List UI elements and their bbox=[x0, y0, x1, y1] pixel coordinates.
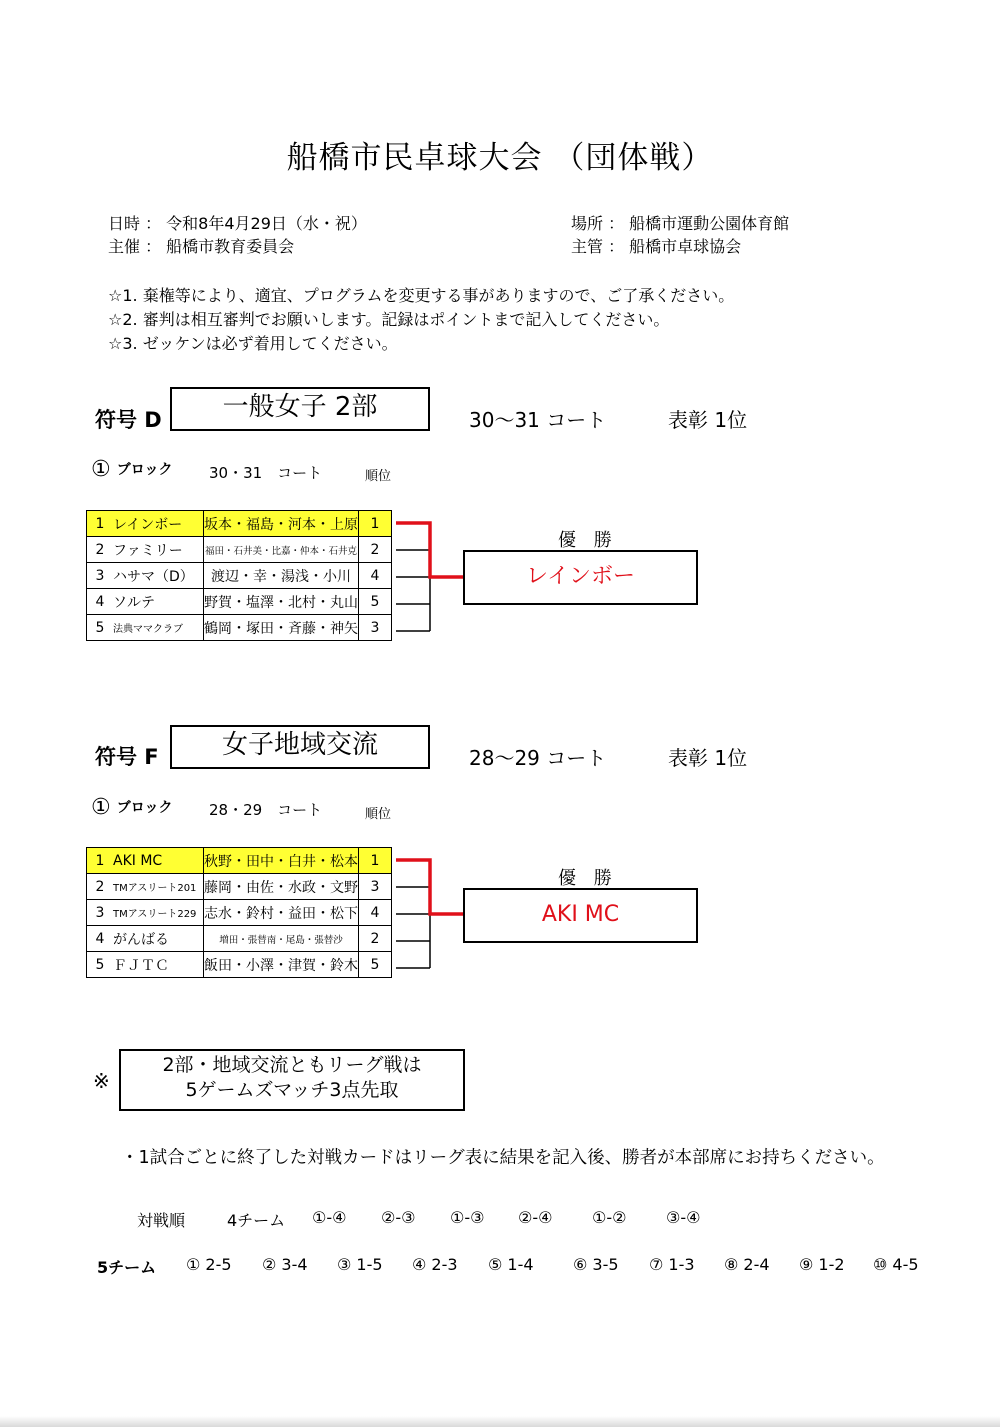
team-rank: 1 bbox=[359, 848, 392, 874]
team-name: AKI MC bbox=[113, 848, 204, 874]
team-name: ソルテ bbox=[113, 589, 204, 615]
team-members: 藤岡・由佐・水政・文野 bbox=[204, 874, 359, 900]
team-name: ＦＪＴＣ bbox=[113, 952, 204, 978]
match-pair: ⑨ 1-2 bbox=[799, 1255, 845, 1274]
event-organizer: 主管 ： 船橋市卓球協会 bbox=[571, 237, 742, 256]
court-label: 30～31 コート bbox=[469, 408, 607, 432]
block-word: ブロック bbox=[116, 462, 173, 478]
team-name: レインボー bbox=[113, 511, 204, 537]
match-pair: ② 3-4 bbox=[262, 1255, 308, 1274]
rank-header: 順位 bbox=[365, 469, 392, 484]
team-number: 5 bbox=[87, 615, 114, 641]
category-box: 女子地域交流 bbox=[170, 725, 430, 769]
event-code: 符号 F bbox=[95, 745, 159, 769]
note-mark: ※ bbox=[93, 1069, 110, 1093]
page-bottom-edge bbox=[0, 1416, 1000, 1427]
team-number: 3 bbox=[87, 900, 114, 926]
team-members: 野賀・塩澤・北村・丸山 bbox=[204, 589, 359, 615]
team-name: ハサマ（D） bbox=[113, 563, 204, 589]
team-rank: 4 bbox=[359, 563, 392, 589]
event-venue: 場所 ： 船橋市運動公園体育館 bbox=[571, 214, 790, 233]
category-box: 一般女子 2部 bbox=[170, 387, 430, 431]
team-members: 志水・鈴村・益田・松下 bbox=[204, 900, 359, 926]
match-pair: ③-④ bbox=[666, 1208, 701, 1227]
block-court: 30・31 コート bbox=[209, 464, 323, 482]
team-number: 4 bbox=[87, 926, 114, 952]
event-host: 主催 ： 船橋市教育委員会 bbox=[108, 237, 295, 256]
team-members: 渡辺・幸・湯浅・小川 bbox=[204, 563, 359, 589]
rule-box bbox=[119, 1049, 465, 1111]
rule-line-1: 2部・地域交流ともリーグ戦は bbox=[162, 1054, 422, 1076]
team-members: 坂本・福島・河本・上原 bbox=[204, 511, 359, 537]
team-name: TMアスリート229 bbox=[113, 900, 204, 926]
match-pair: ⑧ 2-4 bbox=[724, 1255, 770, 1274]
team-number: 1 bbox=[87, 848, 114, 874]
five-teams-label: 5チーム bbox=[97, 1258, 157, 1277]
match-pair: ① 2-5 bbox=[186, 1255, 232, 1274]
team-number: 2 bbox=[87, 537, 114, 563]
team-members: 福田・石井美・比嘉・仲本・石井克 bbox=[204, 537, 359, 563]
event-date: 日時 ： 令和8年4月29日（水・祝） bbox=[108, 214, 367, 233]
rule-line-2: 5ゲームズマッチ3点先取 bbox=[185, 1079, 399, 1101]
bracket-d bbox=[396, 523, 463, 631]
team-name: ファミリー bbox=[113, 537, 204, 563]
event-code: 符号 D bbox=[95, 408, 162, 432]
team-rank: 3 bbox=[359, 615, 392, 641]
team-members: 鶴岡・塚田・斉藤・神矢 bbox=[204, 615, 359, 641]
match-pair: ④ 2-3 bbox=[412, 1255, 458, 1274]
four-teams-label: 4チーム bbox=[227, 1211, 286, 1230]
match-pair: ⑤ 1-4 bbox=[488, 1255, 534, 1274]
block-word: ブロック bbox=[116, 800, 173, 816]
team-rank: 5 bbox=[359, 589, 392, 615]
team-name: 法典ママクラブ bbox=[113, 615, 204, 641]
team-number: 3 bbox=[87, 563, 114, 589]
instruction-text: ・1試合ごとに終了した対戦カードはリーグ表に結果を記入後、勝者が本部席にお持ちください。 bbox=[121, 1148, 885, 1168]
block-number: ① bbox=[91, 457, 111, 482]
team-rank: 5 bbox=[359, 952, 392, 978]
team-name: がんばる bbox=[113, 926, 204, 952]
note-1: ☆1. 棄権等により、適宜、プログラムを変更する事がありますので、ご了承ください。 bbox=[108, 286, 735, 305]
match-pair: ①-② bbox=[592, 1208, 627, 1227]
team-rank: 2 bbox=[359, 926, 392, 952]
match-pair: ⑦ 1-3 bbox=[649, 1255, 695, 1274]
team-rank: 1 bbox=[359, 511, 392, 537]
bracket-f bbox=[396, 860, 463, 968]
block-number: ① bbox=[91, 795, 111, 820]
team-number: 5 bbox=[87, 952, 114, 978]
champion-header: 優 勝 bbox=[558, 868, 618, 889]
team-rank: 4 bbox=[359, 900, 392, 926]
note-3: ☆3. ゼッケンは必ず着用してください。 bbox=[108, 334, 398, 353]
note-2: ☆2. 審判は相互審判でお願いします。記録はポイントまで記入してください。 bbox=[108, 310, 670, 329]
page-title: 船橋市民卓球大会 （団体戦） bbox=[286, 140, 714, 176]
team-name: TMアスリート201 bbox=[113, 874, 204, 900]
match-pair: ①-④ bbox=[312, 1208, 347, 1227]
team-number: 4 bbox=[87, 589, 114, 615]
match-pair: ⑩ 4-5 bbox=[873, 1255, 919, 1274]
match-pair: ②-④ bbox=[518, 1208, 553, 1227]
champion-box: レインボー bbox=[463, 550, 698, 605]
team-members: 秋野・田中・白井・松本 bbox=[204, 848, 359, 874]
award-label: 表彰 1位 bbox=[668, 746, 748, 770]
match-pair: ①-③ bbox=[450, 1208, 485, 1227]
match-pair: ③ 1-5 bbox=[337, 1255, 383, 1274]
team-rank: 3 bbox=[359, 874, 392, 900]
match-pair: ⑥ 3-5 bbox=[573, 1255, 619, 1274]
team-members: 飯田・小澤・津賀・鈴木 bbox=[204, 952, 359, 978]
team-number: 1 bbox=[87, 511, 114, 537]
match-pair: ②-③ bbox=[381, 1208, 416, 1227]
court-label: 28～29 コート bbox=[469, 746, 607, 770]
champion-box: AKI MC bbox=[463, 888, 698, 943]
rank-header: 順位 bbox=[365, 807, 392, 822]
block-court: 28・29 コート bbox=[209, 801, 323, 819]
team-rank: 2 bbox=[359, 537, 392, 563]
team-members: 増田・張替南・尾島・張替沙 bbox=[204, 926, 359, 952]
team-number: 2 bbox=[87, 874, 114, 900]
match-order-label: 対戦順 bbox=[137, 1211, 186, 1230]
award-label: 表彰 1位 bbox=[668, 408, 748, 432]
champion-header: 優 勝 bbox=[558, 530, 618, 551]
